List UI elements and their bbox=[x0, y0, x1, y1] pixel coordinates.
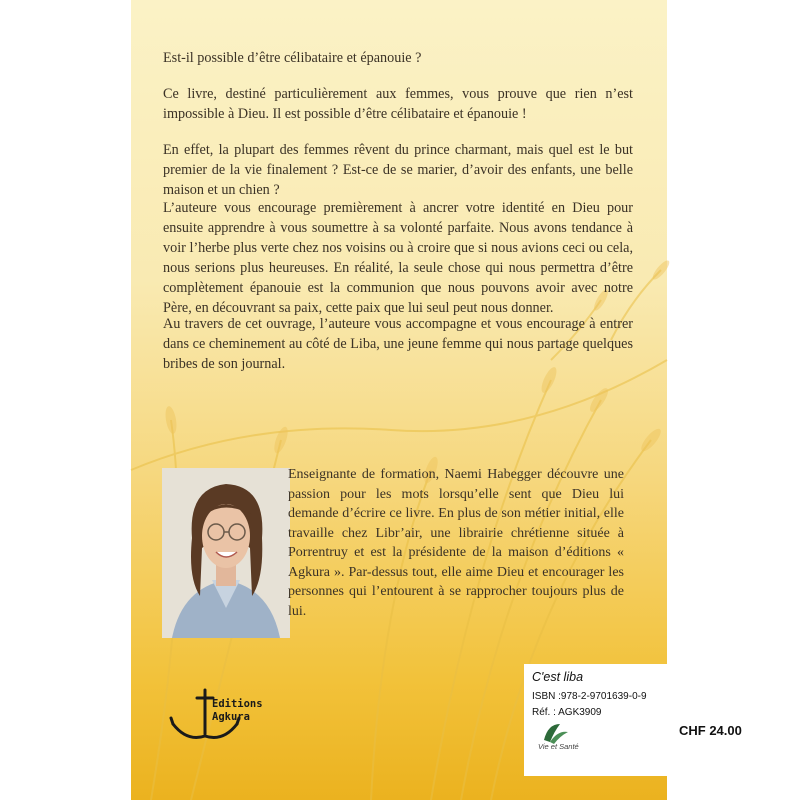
sticker-title: C'est liba bbox=[532, 670, 584, 684]
paragraph-1: Est-il possible d’être célibataire et épanouie ? bbox=[163, 50, 422, 66]
book-back-cover bbox=[131, 0, 742, 800]
author-bio: Enseignante de formation, Naemi Habegger découvre une passion pour les mots lorsqu’elle sent que Dieu lui demande d’écrire ce livre. En plus de son métier initial, elle travaille chez Libr’air, une librairie chrétienne située à Porrentruy et est la présidente de la maison d’éditions « Agkura ». Par-dessus tout, elle aime Dieu et encourager les personnes qui l’entourent à se rapprocher toujours plus de lui. bbox=[288, 467, 624, 619]
sticker-ref: Réf. : AGK3909 bbox=[532, 707, 602, 718]
publisher-logo-text bbox=[212, 698, 263, 724]
sticker-isbn: ISBN :978-2-9701639-0-9 bbox=[532, 691, 647, 702]
paragraph-3: En effet, la plupart des femmes rêvent du prince charmant, mais quel est le but premier de la vie finalement ? Est-ce de se marier, d’avoir des enfants, une belle maison et un chien ? bbox=[163, 142, 633, 198]
description-paragraph bbox=[163, 84, 633, 124]
description-paragraph bbox=[163, 198, 633, 318]
paragraph-2: Ce livre, destiné particulièrement aux femmes, vous prouve que rien n’est impossible à Dieu. Il est possible d’être célibataire et épanouie ! bbox=[163, 86, 633, 122]
author-photo bbox=[162, 468, 290, 638]
description-paragraph bbox=[163, 140, 633, 200]
price-sticker bbox=[524, 664, 764, 776]
logo-line-1: Editions bbox=[212, 698, 263, 710]
sticker-price: CHF 24.00 bbox=[679, 723, 742, 738]
paragraph-5: Au travers de cet ouvrage, l’auteure vous accompagne et vous encourage à entrer dans ce cheminement au côté de Liba, une jeune femme qui nous partage quelques bribes de son journal. bbox=[163, 316, 633, 372]
logo-line-2: Agkura bbox=[212, 711, 250, 723]
description-paragraph bbox=[163, 314, 633, 374]
paragraph-4: L’auteure vous encourage premièrement à ancrer votre identité en Dieu pour ensuite apprendre à vous soumettre à sa volonté parfaite. Nous avons tendance à voir l’herbe plus verte chez nos voisins ou à croire que si nous avions ceci ou cela, nous serions plus heureuses. En réalité, la seule chose qui nous permettra d’être complètement épanouie est la communion que nous pouvons avoir avec notre Père, en découvrant sa paix, cette paix que lui seul peut nous donner. bbox=[163, 200, 633, 316]
tagline-question bbox=[163, 48, 633, 68]
sticker-publisher: Vie et Santé bbox=[538, 742, 579, 751]
